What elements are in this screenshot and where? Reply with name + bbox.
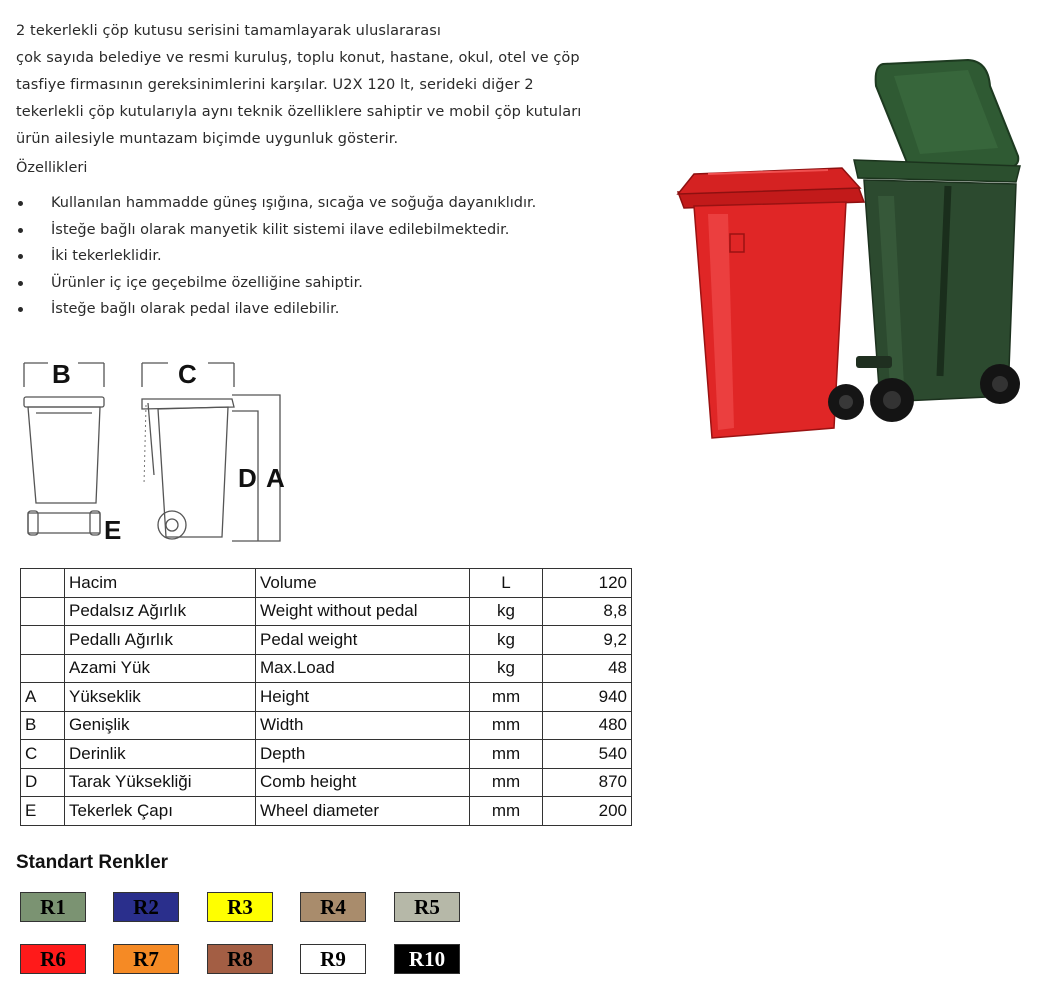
color-swatch-r9: R9: [300, 944, 366, 974]
color-swatch-r10: R10: [394, 944, 460, 974]
spec-letter: B: [21, 711, 65, 740]
spec-name-en: Comb height: [256, 768, 470, 797]
dim-label-e: E: [104, 515, 122, 545]
spec-row: [21, 569, 632, 598]
spec-name-tr: Tekerlek Çapı: [65, 797, 256, 826]
spec-name-tr: Tarak Yüksekliği: [65, 768, 256, 797]
feature-item: Kullanılan hammadde güneş ışığına, sıcağa ve soğuğa dayanıklıdır.: [16, 190, 536, 217]
spec-row: [21, 797, 632, 826]
spec-name-en: Width: [256, 711, 470, 740]
spec-value: 480: [543, 711, 632, 740]
color-swatch-r7: R7: [113, 944, 179, 974]
color-swatch-r6: R6: [20, 944, 86, 974]
color-swatch-r5: R5: [394, 892, 460, 922]
spec-value: 8,8: [543, 597, 632, 626]
spec-value: 540: [543, 740, 632, 769]
spec-unit: mm: [470, 740, 543, 769]
dim-label-b: B: [52, 359, 71, 389]
spec-name-tr: Derinlik: [65, 740, 256, 769]
spec-value: 870: [543, 768, 632, 797]
spec-unit: L: [470, 569, 543, 598]
spec-value: 200: [543, 797, 632, 826]
spec-name-tr: Azami Yük: [65, 654, 256, 683]
spec-value: 120: [543, 569, 632, 598]
intro-line: ürün ailesiyle muntazam biçimde uygunluk gösterir.: [16, 131, 399, 147]
spec-letter: [21, 569, 65, 598]
product-photo: [668, 56, 1028, 446]
dim-label-c: C: [178, 359, 197, 389]
spec-unit: mm: [470, 797, 543, 826]
dimension-drawing: [18, 355, 308, 555]
spec-name-tr: Yükseklik: [65, 683, 256, 712]
spec-unit: kg: [470, 626, 543, 655]
spec-letter: [21, 654, 65, 683]
spec-name-en: Height: [256, 683, 470, 712]
spec-row: [21, 654, 632, 683]
spec-unit: kg: [470, 654, 543, 683]
color-swatch-r4: R4: [300, 892, 366, 922]
spec-row: [21, 683, 632, 712]
spec-unit: mm: [470, 711, 543, 740]
feature-item: İki tekerleklidir.: [16, 243, 536, 270]
green-bin: [854, 60, 1020, 422]
color-swatch-r2: R2: [113, 892, 179, 922]
intro-line: tekerlekli çöp kutularıyla aynı teknik özelliklere sahiptir ve mobil çöp kutuları: [16, 104, 582, 120]
spec-row: [21, 626, 632, 655]
dim-label-a: A: [266, 463, 285, 493]
spec-letter: [21, 626, 65, 655]
spec-row: [21, 711, 632, 740]
spec-name-en: Depth: [256, 740, 470, 769]
spec-letter: A: [21, 683, 65, 712]
spec-name-tr: Pedalsız Ağırlık: [65, 597, 256, 626]
spec-row: [21, 740, 632, 769]
intro-text: [16, 18, 656, 153]
feature-item: İsteğe bağlı olarak pedal ilave edilebilir.: [16, 296, 536, 323]
spec-name-tr: Genişlik: [65, 711, 256, 740]
color-swatch-r3: R3: [207, 892, 273, 922]
spec-value: 48: [543, 654, 632, 683]
spec-unit: kg: [470, 597, 543, 626]
intro-line: çok sayıda belediye ve resmi kuruluş, toplu konut, hastane, okul, otel ve çöp: [16, 50, 580, 66]
spec-letter: [21, 597, 65, 626]
intro-line: tasfiye firmasının gereksinimlerini karşılar. U2X 120 lt, serideki diğer 2: [16, 77, 534, 93]
spec-name-tr: Pedallı Ağırlık: [65, 626, 256, 655]
spec-letter: E: [21, 797, 65, 826]
color-swatch-r8: R8: [207, 944, 273, 974]
spec-row: [21, 768, 632, 797]
feature-item: İsteğe bağlı olarak manyetik kilit sistemi ilave edilebilmektedir.: [16, 217, 536, 244]
spec-name-en: Pedal weight: [256, 626, 470, 655]
spec-unit: mm: [470, 683, 543, 712]
specs-table: [20, 568, 632, 826]
spec-unit: mm: [470, 768, 543, 797]
colors-title: Standart Renkler: [16, 852, 169, 873]
spec-name-tr: Hacim: [65, 569, 256, 598]
red-bin: [678, 168, 864, 438]
spec-name-en: Volume: [256, 569, 470, 598]
spec-name-en: Weight without pedal: [256, 597, 470, 626]
intro-line: 2 tekerlekli çöp kutusu serisini tamamlayarak uluslararası: [16, 23, 442, 39]
spec-value: 9,2: [543, 626, 632, 655]
color-swatch-r1: R1: [20, 892, 86, 922]
dim-label-d: D: [238, 463, 257, 493]
spec-name-en: Max.Load: [256, 654, 470, 683]
features-list: [16, 190, 536, 323]
spec-letter: C: [21, 740, 65, 769]
spec-row: [21, 597, 632, 626]
spec-value: 940: [543, 683, 632, 712]
feature-item: Ürünler iç içe geçebilme özelliğine sahiptir.: [16, 270, 536, 297]
features-title: Özellikleri: [16, 160, 88, 176]
spec-name-en: Wheel diameter: [256, 797, 470, 826]
spec-letter: D: [21, 768, 65, 797]
